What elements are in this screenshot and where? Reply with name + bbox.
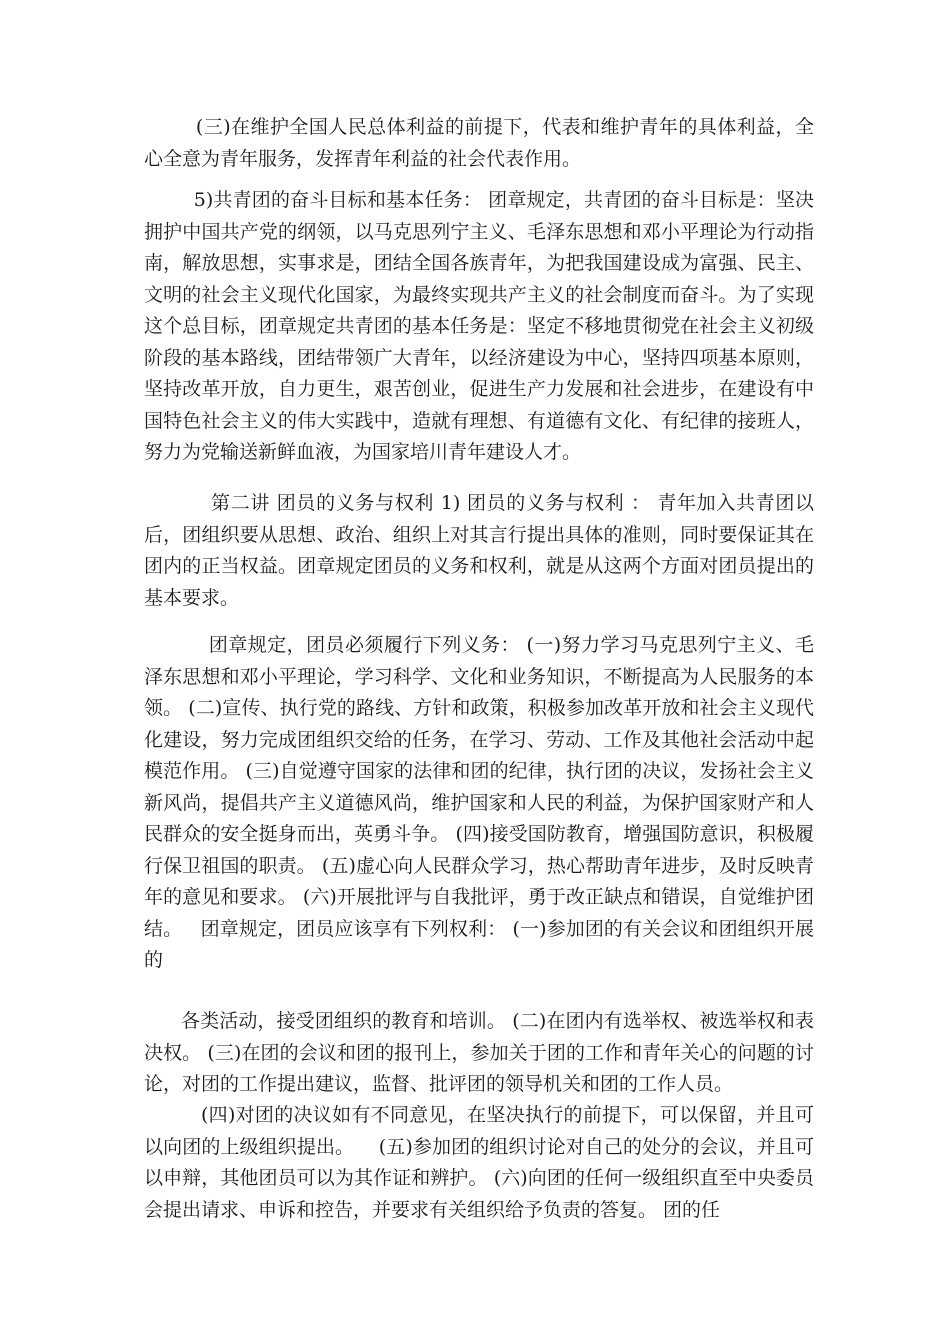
paragraph-2: 5)共青团的奋斗目标和基本任务： 团章规定，共青团的奋斗目标是：坚决拥护中国共产党的纲领，以马克思列宁主义、毛泽东思想和邓小平理论为行动指南，解放思想，实事求是，团结全国各族青年，为把我国建设成为富强、民主、文明的社会主义现代化国家，为最终实现共产主义的社会制度而奋斗。为了实现这个总目标，团章规定共青团的基本任务是：坚定不移地贯彻党在社会主义初级阶段的基本路线，团结带领广大青年，以经济建设为中心，坚持四项基本原则，坚持改革开放，自力更生，艰苦创业，促进生产力发展和社会进步，在建设有中国特色社会主义的伟大实践中，造就有理想、有道德有文化、有纪律的接班人，努力为党输送新鲜血液，为国家培川青年建设人才。: [144, 189, 814, 463]
paragraph-1: (三)在维护全国人民总体利益的前提下，代表和维护青年的具体利益，全心全意为青年服务，发挥青年利益的社会代表作用。: [144, 116, 814, 170]
paragraph-6: (四)对团的决议如有不同意见，在坚决执行的前提下，可以保留，并且可以向团的上级组织提出。 (五)参加团的组织讨论对自己的处分的会议，并且可以申辩，其他团员可以为其作证和辨护。 (六)向团的任何一级组织直至中央委员会提出请求、申诉和控告，并要求有关组织给予负责的答复。 团的任: [144, 1104, 814, 1221]
paragraph-3: 第二讲 团员的义务与权利 1) 团员的义务与权利 ： 青年加入共青团以后，团组织要从思想、政治、组织上对其言行提出具体的准则，同时要保证其在团内的正当权益。团章规定团员的义务和权利，就是从这两个方面对团员提出的基本要求。: [144, 492, 814, 609]
paragraph-5: 各类活动，接受团组织的教育和培训。 (二)在团内有选举权、被选举权和表决权。 (三)在团的会议和团的报刊上，参加关于团的工作和青年关心的问题的讨论，对团的工作提出建议，监督、批评团的领导机关和团的工作人员。: [144, 1010, 814, 1095]
paragraph-4: 团章规定，团员必须履行下列义务： (一)努力学习马克思列宁主义、毛泽东思想和邓小平理论，学习科学、文化和业务知识，不断提高为人民服务的本领。 (二)宣传、执行党的路线、方针和政策，积极参加改革开放和社会主义现代化建设，努力完成团组织交给的任务，在学习、劳动、工作及其他社会活动中起模范作用。 (三)自觉遵守国家的法律和团的纪律，执行团的决议，发扬社会主义新风尚，提倡共产主义道德风尚，维护国家和人民的利益，为保护国家财产和人民群众的安全挺身而出，英勇斗争。 (四)接受国防教育，增强国防意识，积极履行保卫祖国的职责。 (五)虚心向人民群众学习，热心帮助青年进步，及时反映青年的意见和要求。 (六)开展批评与自我批评，勇于改正缺点和错误，自觉维护团结。 团章规定，团员应该享有下列权利： (一)参加团的有关会议和团组织开展的: [144, 634, 814, 971]
